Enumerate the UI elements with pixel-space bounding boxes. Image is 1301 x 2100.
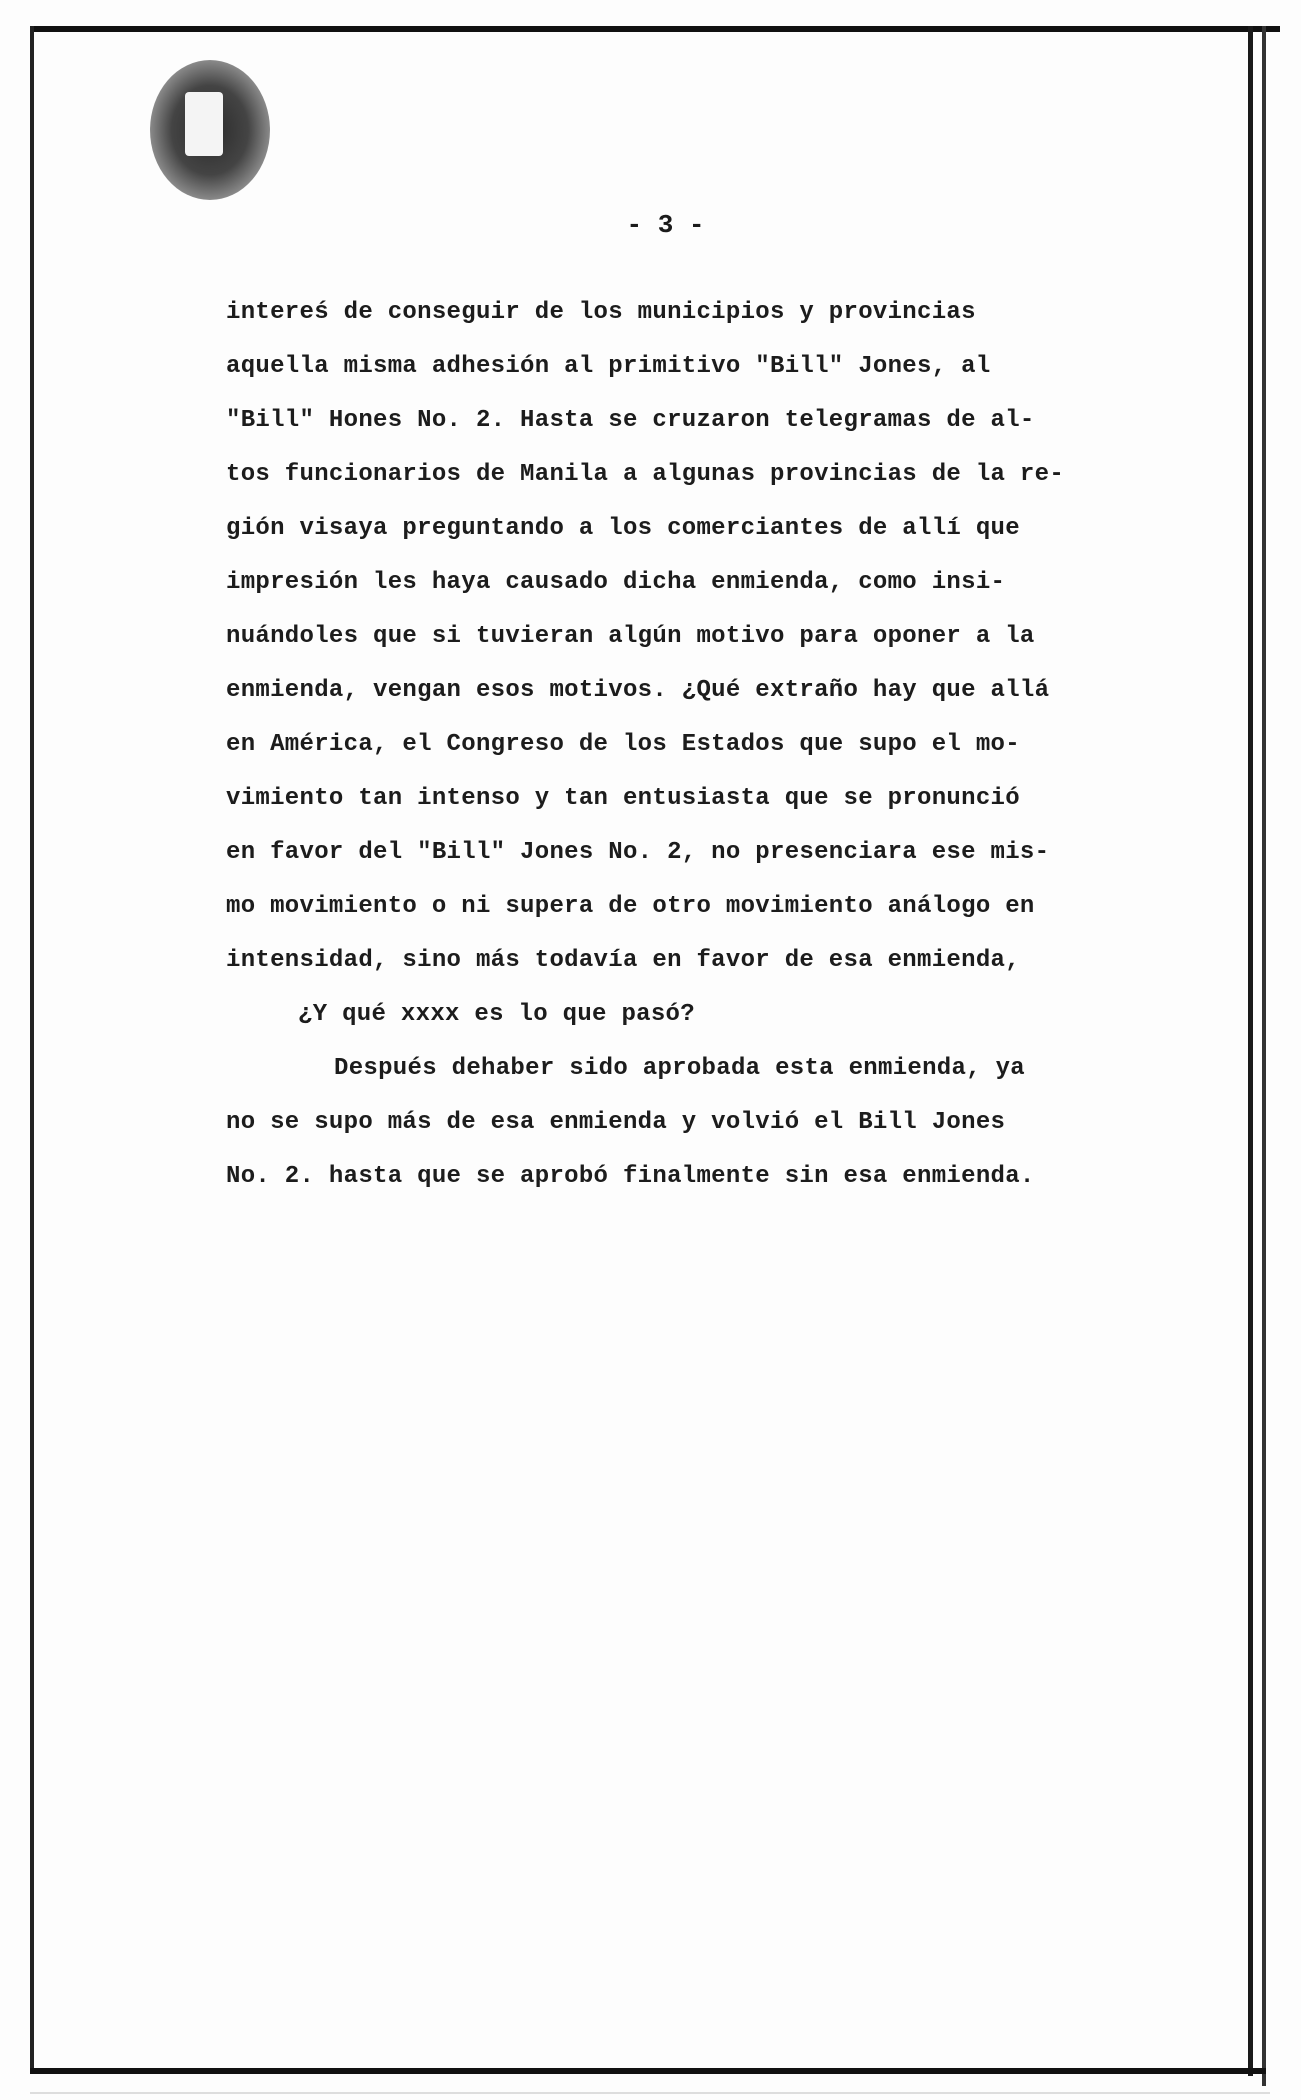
document-body bbox=[226, 286, 1126, 1204]
scan-border-top bbox=[30, 26, 1280, 32]
text-line: intensidad, sino más todavía en favor de esa enmienda, bbox=[226, 947, 1020, 974]
text-line: aquella misma adhesión al primitivo "Bill" Jones, al bbox=[226, 353, 991, 380]
text-line: intereś de conseguir de los municipios y provincias bbox=[226, 299, 976, 326]
text-line: tos funcionarios de Manila a algunas provincias de la re- bbox=[226, 461, 1065, 488]
scan-border-left bbox=[30, 26, 34, 2071]
text-line: vimiento tan intenso y tan entusiasta que se pronunció bbox=[226, 785, 1020, 812]
scan-border-bottom bbox=[30, 2068, 1266, 2074]
scan-edge-shadow bbox=[30, 2092, 1270, 2094]
text-line: "Bill" Hones No. 2. Hasta se cruzaron telegramas de al- bbox=[226, 407, 1035, 434]
text-line: mo movimiento o ni supera de otro movimiento análogo en bbox=[226, 893, 1035, 920]
text-line: No. 2. hasta que se aprobó finalmente sin esa enmienda. bbox=[226, 1163, 1035, 1190]
scan-border-right-outer bbox=[1262, 26, 1266, 2086]
text-line: nuándoles que si tuvieran algún motivo para oponer a la bbox=[226, 623, 1035, 650]
punch-hole-center bbox=[185, 92, 223, 156]
scan-border-right bbox=[1248, 26, 1253, 2076]
text-line: enmienda, vengan esos motivos. ¿Qué extraño hay que allá bbox=[226, 677, 1050, 704]
text-line: en favor del "Bill" Jones No. 2, no presenciara ese mis- bbox=[226, 839, 1050, 866]
text-line: impresión les haya causado dicha enmienda, como insi- bbox=[226, 569, 1006, 596]
page-number: - 3 - bbox=[626, 210, 705, 240]
text-line: gión visaya preguntando a los comerciantes de allí que bbox=[226, 515, 1020, 542]
text-line: Después dehaber sido aprobada esta enmienda, ya bbox=[334, 1055, 1026, 1082]
text-line: en América, el Congreso de los Estados que supo el mo- bbox=[226, 731, 1020, 758]
text-line: no se supo más de esa enmienda y volvió el Bill Jones bbox=[226, 1109, 1006, 1136]
text-line: ¿Y qué xxxx es lo que pasó? bbox=[298, 1001, 695, 1028]
